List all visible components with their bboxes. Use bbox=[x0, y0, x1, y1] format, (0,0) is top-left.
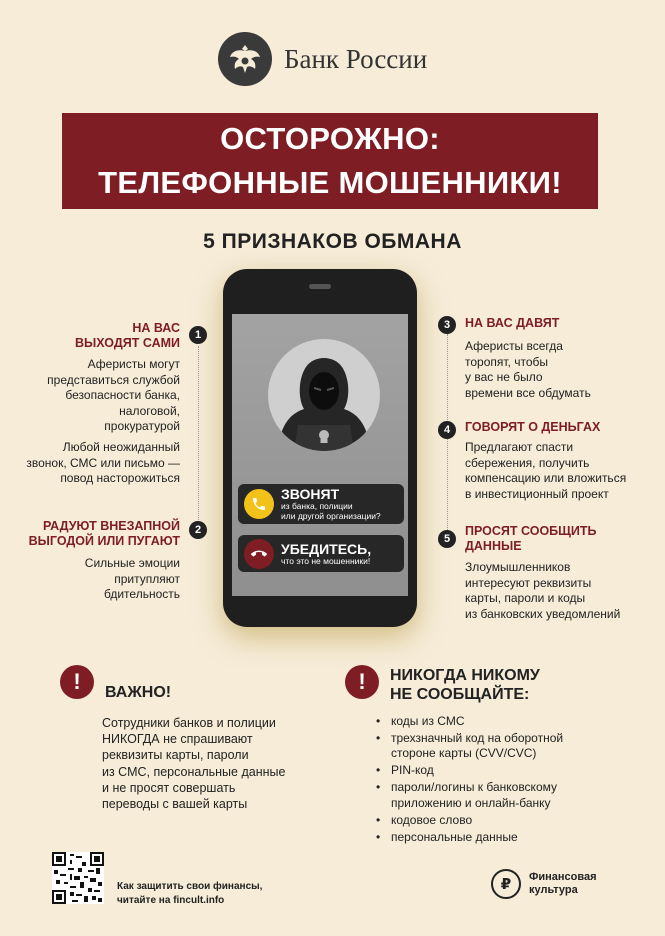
sign-2-title: РАДУЮТ ВНЕЗАПНОЙ ВЫГОДОЙ ИЛИ ПУГАЮТ bbox=[28, 519, 180, 548]
call-subtitle-1: из банка, полиции bbox=[281, 501, 353, 512]
warning-icon-2: ! bbox=[345, 665, 379, 699]
call-row-verify bbox=[238, 535, 404, 572]
sign-1-body-2: Любой неожиданный звонок, СМС или письмо — повод насторожиться bbox=[26, 440, 180, 485]
call-subtitle-2: или другой организации? bbox=[281, 511, 381, 522]
subtitle: 5 ПРИЗНАКОВ ОБМАНА bbox=[203, 230, 462, 253]
call-row-incoming bbox=[238, 484, 404, 524]
never-list bbox=[375, 714, 595, 847]
important-title: ВАЖНО! bbox=[105, 684, 172, 701]
sign-number-2: 2 bbox=[189, 521, 207, 539]
sign-3-body: Аферисты всегда торопят, чтобы у вас не было времени все обдумать bbox=[465, 339, 591, 400]
important-body: Сотрудники банков и полиции НИКОГДА не спрашивают реквизиты карты, пароли из СМС, персональные данные и не просят совершать переводы с вашей карты bbox=[102, 716, 286, 812]
brand-line-1: Финансовая bbox=[529, 871, 597, 883]
sign-5-title: ПРОСЯТ СООБЩИТЬ ДАННЫЕ bbox=[465, 524, 597, 553]
sign-4-body: Предлагают спасти сбережения, получить компенсацию или вложиться в инвестиционный проект bbox=[465, 440, 627, 501]
sign-5-body: Злоумышленников интересуют реквизиты карты, пароли и коды из банковских уведомлений bbox=[465, 560, 621, 621]
hooded-figure-icon bbox=[268, 339, 380, 451]
list-item: • персональные данные bbox=[375, 830, 595, 846]
ruble-icon: ₽ bbox=[491, 869, 521, 899]
phone-decline-icon bbox=[244, 539, 274, 569]
list-item: • пароли/логины к банковскому приложению и онлайн-банку bbox=[375, 780, 595, 811]
call-title: ЗВОНЯТ bbox=[281, 486, 340, 503]
page-title bbox=[62, 113, 598, 209]
phone-accept-icon bbox=[244, 489, 274, 519]
hacker-avatar bbox=[268, 339, 380, 451]
bank-name: Банк России bbox=[284, 43, 428, 74]
list-item: • PIN-код bbox=[375, 763, 595, 779]
sign-number-1: 1 bbox=[189, 326, 207, 344]
bank-logo bbox=[218, 32, 427, 86]
list-item: • кодовое слово bbox=[375, 813, 595, 829]
title-line-2: ТЕЛЕФОННЫЕ МОШЕННИКИ! bbox=[98, 165, 562, 200]
sign-3-title: НА ВАС ДАВЯТ bbox=[465, 316, 560, 330]
sign-1-body: Аферисты могут представиться службой безопасности банка, налоговой, прокуратурой bbox=[47, 357, 180, 433]
footer-text: Как защитить свои финансы, читайте на fincult.info bbox=[117, 881, 263, 906]
qr-code[interactable] bbox=[52, 852, 104, 904]
never-title: НИКОГДА НИКОМУ НЕ СООБЩАЙТЕ: bbox=[390, 667, 540, 703]
phone-speaker bbox=[309, 284, 331, 289]
list-item: • трехзначный код на оборотной стороне карты (CVV/CVC) bbox=[375, 731, 595, 762]
financial-culture-logo bbox=[491, 869, 597, 899]
sign-2-body: Сильные эмоции притупляют бдительность bbox=[84, 556, 180, 601]
fincult-link[interactable]: fincult.info bbox=[173, 895, 225, 906]
sign-number-5: 5 bbox=[438, 530, 456, 548]
left-guide-line bbox=[198, 346, 199, 522]
eagle-icon bbox=[218, 32, 272, 86]
sign-number-4: 4 bbox=[438, 421, 456, 439]
brand-line-2: культура bbox=[529, 884, 578, 896]
verify-title: УБЕДИТЕСЬ, bbox=[281, 540, 372, 557]
list-item: • коды из СМС bbox=[375, 714, 595, 730]
sign-1-title: НА ВАС ВЫХОДЯТ САМИ bbox=[75, 321, 180, 350]
sign-number-3: 3 bbox=[438, 316, 456, 334]
warning-icon: ! bbox=[60, 665, 94, 699]
verify-subtitle: что это не мошенники! bbox=[281, 555, 371, 566]
sign-4-title: ГОВОРЯТ О ДЕНЬГАХ bbox=[465, 420, 601, 434]
title-line-1: ОСТОРОЖНО: bbox=[220, 121, 440, 156]
